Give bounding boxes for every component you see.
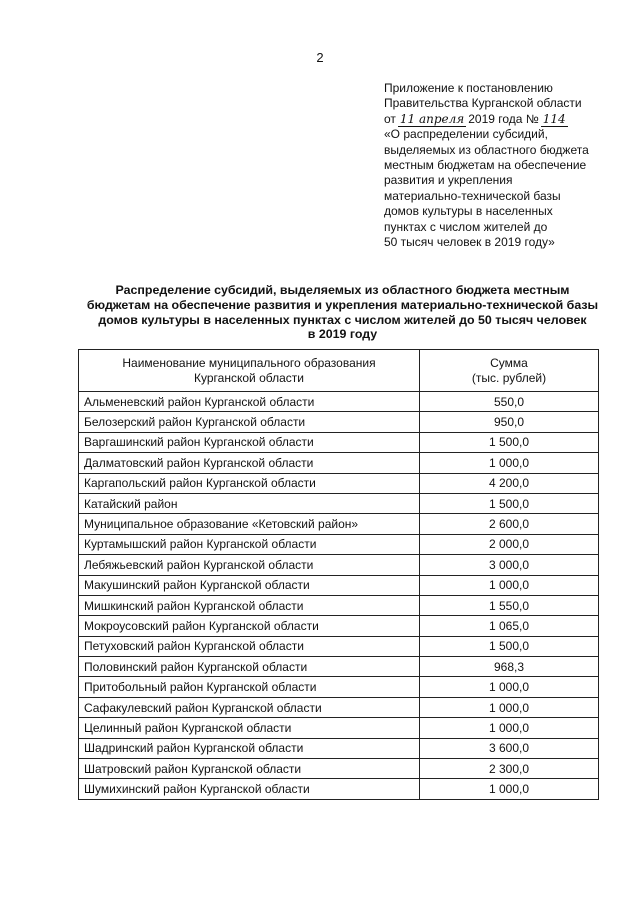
appendix-line: «О распределении субсидий, xyxy=(384,127,548,142)
subsidy-amount: 550,0 xyxy=(420,392,599,412)
subsidy-amount: 1 500,0 xyxy=(420,493,599,513)
appendix-line: развития и укрепления xyxy=(384,173,513,188)
table-row xyxy=(79,595,599,615)
subsidy-amount: 1 500,0 xyxy=(420,432,599,452)
table-row xyxy=(79,514,599,534)
subsidy-amount: 1 000,0 xyxy=(420,779,599,799)
table-row xyxy=(79,432,599,452)
municipality-name: Шатровский район Курганской области xyxy=(79,759,420,779)
municipality-name: Петуховский район Курганской области xyxy=(79,636,420,656)
handwritten-date: 11 апреля xyxy=(399,111,465,126)
municipality-name: Лебяжьевский район Курганской области xyxy=(79,555,420,575)
municipality-name: Варгашинский район Курганской области xyxy=(79,432,420,452)
table-row xyxy=(79,453,599,473)
municipality-name: Половинский район Курганской области xyxy=(79,657,420,677)
subsidy-amount: 968,3 xyxy=(420,657,599,677)
table-row xyxy=(79,493,599,513)
subsidy-amount: 4 200,0 xyxy=(420,473,599,493)
table-row xyxy=(79,759,599,779)
title-line: в 2019 году xyxy=(307,327,378,342)
municipality-name: Альменевский район Курганской области xyxy=(79,392,420,412)
municipality-name: Притобольный район Курганской области xyxy=(79,677,420,697)
table-row xyxy=(79,738,599,758)
appendix-line: местным бюджетам на обеспечение xyxy=(384,158,587,173)
municipality-name: Мишкинский район Курганской области xyxy=(79,595,420,615)
table-row xyxy=(79,575,599,595)
date-prefix: от xyxy=(384,111,396,126)
handwritten-number: 114 xyxy=(542,111,566,126)
subsidy-amount: 950,0 xyxy=(420,412,599,432)
table-row xyxy=(79,677,599,697)
subsidy-amount: 1 000,0 xyxy=(420,677,599,697)
title-line: бюджетам на обеспечение развития и укрепления материально-технической базы xyxy=(86,297,599,312)
appendix-line: Правительства Курганской области xyxy=(384,96,582,111)
appendix-line: пунктах с числом жителей до xyxy=(384,219,548,234)
municipality-name: Мокроусовский район Курганской области xyxy=(79,616,420,636)
table-row xyxy=(79,392,599,412)
table-row xyxy=(79,657,599,677)
subsidy-amount: 3 000,0 xyxy=(420,555,599,575)
municipality-name: Каргапольский район Курганской области xyxy=(79,473,420,493)
subsidy-amount: 1 550,0 xyxy=(420,595,599,615)
title-line: домов культуры в населенных пунктах с числом жителей до 50 тысяч человек xyxy=(98,312,587,327)
appendix-line: выделяемых из областного бюджета xyxy=(384,142,589,157)
appendix-line: материально-технической базы xyxy=(384,188,561,203)
subsidy-amount: 2 300,0 xyxy=(420,759,599,779)
municipality-name: Макушинский район Курганской области xyxy=(79,575,420,595)
municipality-name: Далматовский район Курганской области xyxy=(79,453,420,473)
table-row xyxy=(79,534,599,554)
municipality-name: Муниципальное образование «Кетовский район» xyxy=(79,514,420,534)
appendix-block xyxy=(384,81,620,250)
table-row xyxy=(79,636,599,656)
municipality-name: Шумихинский район Курганской области xyxy=(79,779,420,799)
header-municipality xyxy=(79,350,420,392)
subsidy-amount: 1 065,0 xyxy=(420,616,599,636)
subsidy-amount: 3 600,0 xyxy=(420,738,599,758)
subsidy-amount: 2 000,0 xyxy=(420,534,599,554)
table-row xyxy=(79,697,599,717)
subsidy-amount: 1 000,0 xyxy=(420,697,599,717)
municipality-name: Катайский район xyxy=(79,493,420,513)
header-text: Наименование муниципального образования xyxy=(122,355,376,370)
table-row xyxy=(79,718,599,738)
date-middle: 2019 года № xyxy=(468,111,539,126)
appendix-line: 50 тысяч человек в 2019 году» xyxy=(384,235,555,250)
municipality-name: Шадринский район Курганской области xyxy=(79,738,420,758)
appendix-line: Приложение к постановлению xyxy=(384,81,553,95)
municipality-name: Куртамышский район Курганской области xyxy=(79,534,420,554)
municipality-name: Сафакулевский район Курганской области xyxy=(79,697,420,717)
header-sum xyxy=(420,350,599,392)
subsidy-amount: 1 000,0 xyxy=(420,575,599,595)
header-text: Курганской области xyxy=(194,370,304,385)
subsidy-amount: 1 000,0 xyxy=(420,453,599,473)
subsidy-amount: 1 500,0 xyxy=(420,636,599,656)
table-row xyxy=(79,779,599,799)
document-title xyxy=(70,283,615,342)
appendix-line: домов культуры в населенных xyxy=(384,204,553,219)
municipality-name: Целинный район Курганской области xyxy=(79,718,420,738)
header-text: (тыс. рублей) xyxy=(471,370,547,385)
table-header-row xyxy=(79,350,599,392)
table-row xyxy=(79,555,599,575)
page-number: 2 xyxy=(316,50,324,65)
table-row xyxy=(79,412,599,432)
subsidy-amount: 1 000,0 xyxy=(420,718,599,738)
municipality-name: Белозерский район Курганской области xyxy=(79,412,420,432)
table-row xyxy=(79,616,599,636)
subsidy-amount: 2 600,0 xyxy=(420,514,599,534)
table-row xyxy=(79,473,599,493)
appendix-date-line xyxy=(384,112,620,127)
title-line: Распределение субсидий, выделяемых из областного бюджета местным xyxy=(115,283,570,297)
distribution-table xyxy=(78,349,599,800)
header-text: Сумма xyxy=(490,355,528,370)
